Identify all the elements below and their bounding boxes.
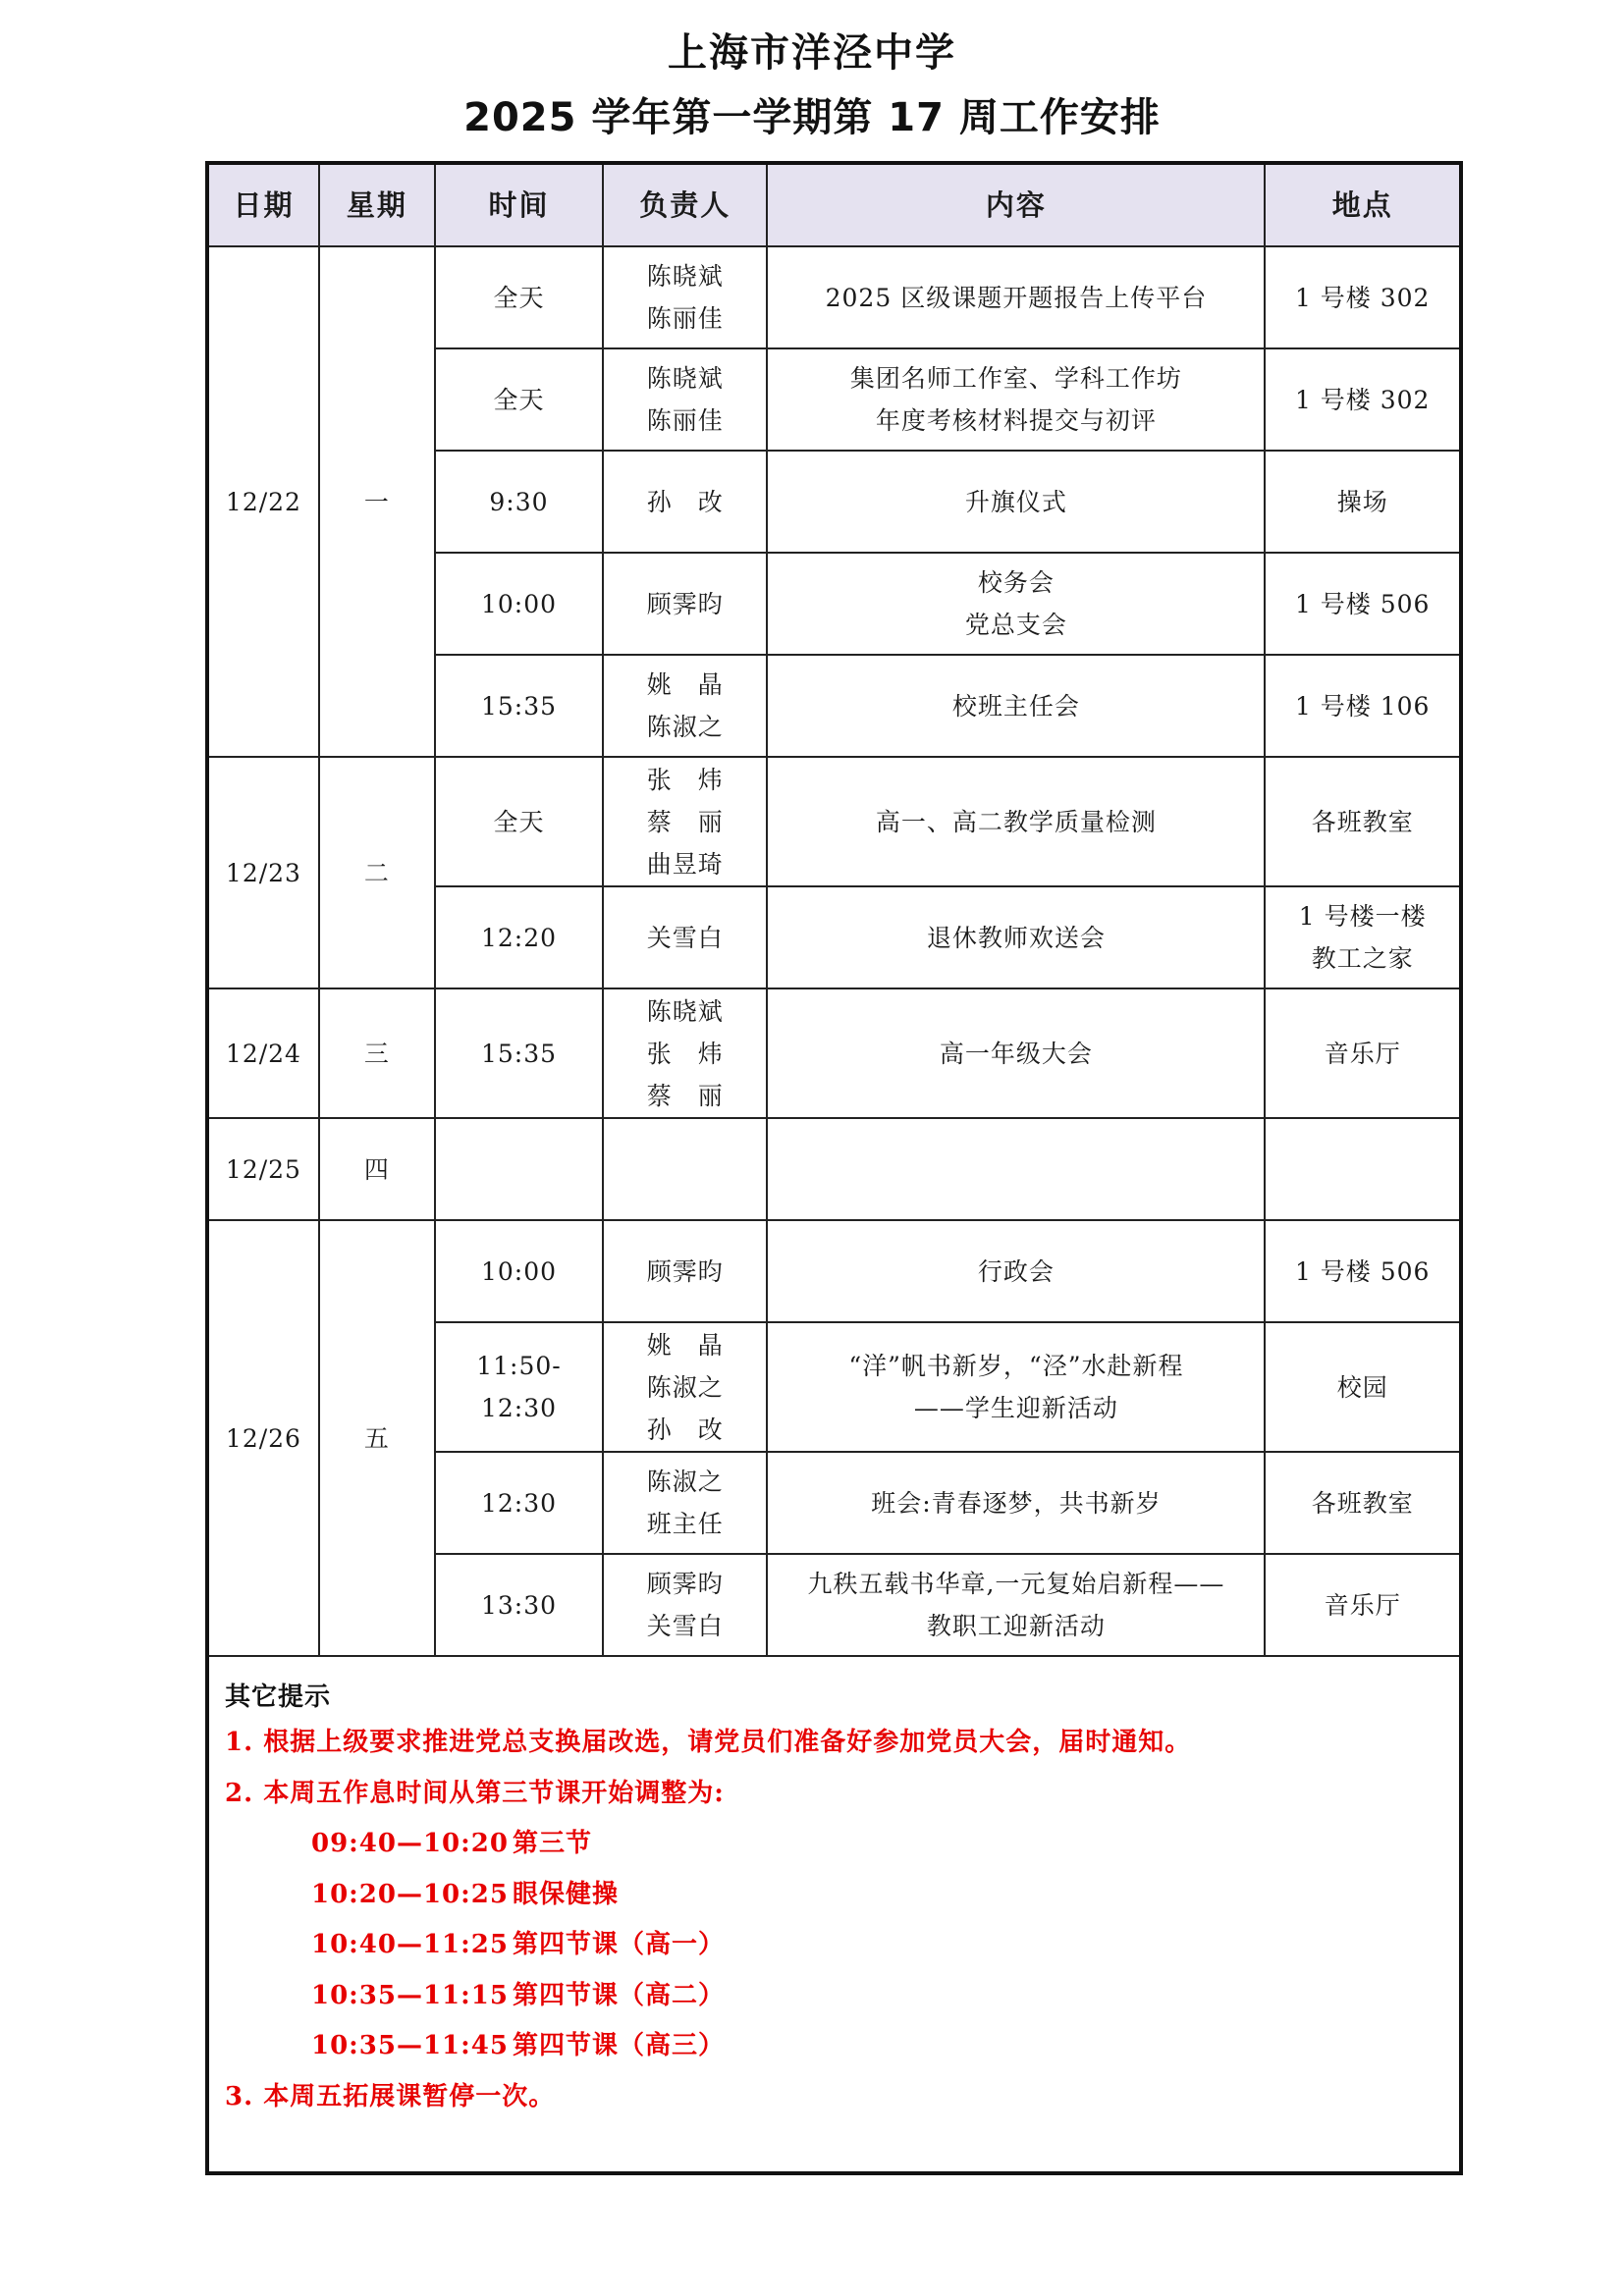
time-cell <box>435 988 603 1118</box>
place-cell <box>1265 1220 1461 1322</box>
header-content: 内容 <box>767 163 1265 246</box>
place-line: 教工之家 <box>1311 944 1414 973</box>
person-line: 陈淑之 <box>646 1468 724 1496</box>
time-line: 13:30 <box>480 1590 557 1620</box>
content-line: 高一、高二教学质量检测 <box>875 807 1157 836</box>
schedule-line <box>225 1920 1459 1971</box>
person-line: 蔡 丽 <box>646 807 724 836</box>
content-cell <box>767 886 1265 988</box>
time-cell <box>435 757 603 886</box>
header-person: 负责人 <box>603 163 767 246</box>
schedule-line <box>225 1870 1459 1921</box>
content-line: ——学生迎新活动 <box>913 1394 1118 1422</box>
place-line: 校园 <box>1336 1372 1388 1402</box>
person-line: 顾霁昀 <box>646 1570 724 1598</box>
time-line: 15:35 <box>480 1039 557 1068</box>
time-line: 12:30 <box>480 1488 557 1518</box>
schedule-time: 10:35—11:15 <box>311 1980 509 2010</box>
time-cell <box>435 1452 603 1554</box>
content-line: 2025 区级课题开题报告上传平台 <box>825 283 1208 312</box>
time-line: 11:50- <box>476 1352 562 1380</box>
schedule-label: 第四节课（高三） <box>513 2031 726 2060</box>
table-row <box>207 988 1461 1118</box>
content-line: 高一年级大会 <box>939 1039 1093 1068</box>
content-line: 行政会 <box>977 1256 1055 1286</box>
content-cell <box>767 553 1265 655</box>
time-cell <box>435 1220 603 1322</box>
place-cell <box>1265 451 1461 553</box>
place-line: 各班教室 <box>1311 807 1414 836</box>
time-cell <box>435 1322 603 1452</box>
person-cell <box>603 1554 767 1656</box>
person-cell <box>603 886 767 988</box>
person-cell <box>603 553 767 655</box>
header-time: 时间 <box>435 163 603 246</box>
content-line: 校班主任会 <box>951 691 1080 721</box>
notes-cell <box>207 1656 1461 2173</box>
table-row <box>207 757 1461 886</box>
content-line: 九秩五载书华章,一元复始启新程—— <box>807 1570 1225 1598</box>
place-cell <box>1265 1118 1461 1220</box>
person-cell <box>603 451 767 553</box>
time-cell <box>435 451 603 553</box>
time-line: 全天 <box>493 283 545 312</box>
time-cell <box>435 886 603 988</box>
person-line: 陈晓斌 <box>646 262 724 291</box>
place-line: 操场 <box>1336 487 1388 516</box>
time-cell <box>435 348 603 451</box>
person-line: 姚 晶 <box>646 1330 724 1360</box>
schedule-label: 眼保健操 <box>513 1879 620 1909</box>
date-cell: 12/24 <box>207 988 319 1118</box>
content-cell <box>767 348 1265 451</box>
place-cell <box>1265 886 1461 988</box>
time-line: 全天 <box>493 807 545 836</box>
place-line: 1 号楼一楼 <box>1298 902 1427 931</box>
content-cell <box>767 757 1265 886</box>
note-item-2: 2. 本周五作息时间从第三节课开始调整为: <box>225 1778 725 1808</box>
content-line: 教职工迎新活动 <box>926 1612 1106 1640</box>
person-line: 关雪白 <box>646 1612 724 1640</box>
person-line: 孙 改 <box>646 1415 724 1444</box>
person-cell <box>603 348 767 451</box>
time-line: 12:20 <box>480 923 557 952</box>
header-place: 地点 <box>1265 163 1461 246</box>
note-item-1: 1. 根据上级要求推进党总支换届改选，请党员们准备好参加党员大会，届时通知。 <box>225 1728 1192 1757</box>
person-line: 陈丽佳 <box>646 406 724 435</box>
content-cell <box>767 1322 1265 1452</box>
date-cell: 12/26 <box>207 1220 319 1656</box>
page-title: 上海市洋泾中学 <box>668 30 956 76</box>
time-cell <box>435 1118 603 1220</box>
notes-row <box>207 1656 1461 2173</box>
place-line: 音乐厅 <box>1324 1039 1401 1068</box>
person-line: 陈晓斌 <box>646 364 724 393</box>
time-line: 10:00 <box>480 589 557 618</box>
person-line: 陈淑之 <box>646 713 724 741</box>
place-cell <box>1265 757 1461 886</box>
place-line: 1 号楼 506 <box>1294 589 1431 618</box>
time-line: 10:00 <box>480 1256 557 1286</box>
schedule-label: 第三节 <box>513 1829 593 1858</box>
schedule-label: 第四节课（高二） <box>513 1980 726 2010</box>
place-cell <box>1265 553 1461 655</box>
weekday-cell: 四 <box>319 1118 435 1220</box>
time-cell <box>435 246 603 348</box>
content-line: 集团名师工作室、学科工作坊 <box>849 364 1182 393</box>
person-line: 顾霁昀 <box>646 1256 724 1286</box>
time-line: 15:35 <box>480 691 557 721</box>
person-cell <box>603 1118 767 1220</box>
table-row <box>207 246 1461 348</box>
content-line: 升旗仪式 <box>964 487 1067 516</box>
time-cell <box>435 655 603 757</box>
person-line: 陈晓斌 <box>646 996 724 1026</box>
place-cell <box>1265 246 1461 348</box>
header-date: 日期 <box>207 163 319 246</box>
person-line: 陈丽佳 <box>646 304 724 333</box>
place-cell <box>1265 1452 1461 1554</box>
time-cell <box>435 1554 603 1656</box>
date-cell: 12/23 <box>207 757 319 988</box>
person-line: 曲昱琦 <box>646 849 724 879</box>
schedule-line <box>225 1971 1459 2022</box>
date-cell: 12/22 <box>207 246 319 757</box>
content-cell <box>767 1452 1265 1554</box>
time-line: 12:30 <box>480 1394 557 1422</box>
place-cell <box>1265 348 1461 451</box>
weekday-cell: 一 <box>319 246 435 757</box>
content-line: 党总支会 <box>964 611 1067 639</box>
schedule-time: 10:20—10:25 <box>311 1879 509 1909</box>
person-cell <box>603 988 767 1118</box>
person-cell <box>603 757 767 886</box>
table-row <box>207 1118 1461 1220</box>
place-cell <box>1265 988 1461 1118</box>
schedule-line <box>225 1819 1459 1870</box>
schedule-time: 10:40—11:25 <box>311 1930 509 1959</box>
header-weekday: 星期 <box>319 163 435 246</box>
place-line: 1 号楼 106 <box>1294 691 1431 721</box>
content-cell <box>767 1118 1265 1220</box>
person-line: 班主任 <box>646 1510 724 1538</box>
content-line: 班会:青春逐梦，共书新岁 <box>871 1488 1162 1518</box>
place-line: 各班教室 <box>1311 1488 1414 1518</box>
person-cell <box>603 246 767 348</box>
place-cell <box>1265 1322 1461 1452</box>
person-line: 蔡 丽 <box>646 1081 724 1110</box>
content-line: “洋”帆书新岁，“泾”水赴新程 <box>848 1352 1184 1380</box>
person-cell <box>603 655 767 757</box>
place-line: 1 号楼 302 <box>1294 385 1431 414</box>
content-cell <box>767 246 1265 348</box>
person-line: 张 炜 <box>646 1039 724 1068</box>
schedule-line <box>225 2021 1459 2072</box>
person-cell <box>603 1452 767 1554</box>
weekday-cell: 二 <box>319 757 435 988</box>
content-line: 年度考核材料提交与初评 <box>875 406 1157 435</box>
person-line: 顾霁昀 <box>646 589 724 618</box>
place-line: 1 号楼 506 <box>1294 1256 1431 1286</box>
place-line: 1 号楼 302 <box>1294 283 1431 312</box>
date-cell: 12/25 <box>207 1118 319 1220</box>
place-cell <box>1265 655 1461 757</box>
person-line: 关雪白 <box>646 923 724 952</box>
person-line: 张 炜 <box>646 765 724 794</box>
weekday-cell: 五 <box>319 1220 435 1656</box>
schedule-time: 10:35—11:45 <box>311 2031 509 2060</box>
person-line: 陈淑之 <box>646 1372 724 1402</box>
weekday-cell: 三 <box>319 988 435 1118</box>
content-line: 校务会 <box>977 568 1055 597</box>
table-row <box>207 1220 1461 1322</box>
content-cell <box>767 655 1265 757</box>
time-line: 全天 <box>493 385 545 414</box>
table-header-row <box>207 163 1461 246</box>
page-subtitle: 2025 学年第一学期第 17 周工作安排 <box>463 95 1161 140</box>
content-cell <box>767 1220 1265 1322</box>
notes-title: 其它提示 <box>225 1682 332 1712</box>
note-item-3: 3. 本周五拓展课暂停一次。 <box>225 2081 556 2111</box>
content-cell <box>767 1554 1265 1656</box>
person-line: 孙 改 <box>646 487 724 516</box>
content-line: 退休教师欢送会 <box>926 923 1106 952</box>
person-line: 姚 晶 <box>646 670 724 699</box>
schedule-table <box>205 161 1463 2175</box>
person-cell <box>603 1322 767 1452</box>
schedule-time: 09:40—10:20 <box>311 1829 509 1858</box>
content-cell <box>767 988 1265 1118</box>
place-line: 音乐厅 <box>1324 1590 1401 1620</box>
schedule-body <box>207 246 1461 1656</box>
content-cell <box>767 451 1265 553</box>
time-line: 9:30 <box>489 487 549 516</box>
person-cell <box>603 1220 767 1322</box>
place-cell <box>1265 1554 1461 1656</box>
time-cell <box>435 553 603 655</box>
schedule-label: 第四节课（高一） <box>513 1930 726 1959</box>
